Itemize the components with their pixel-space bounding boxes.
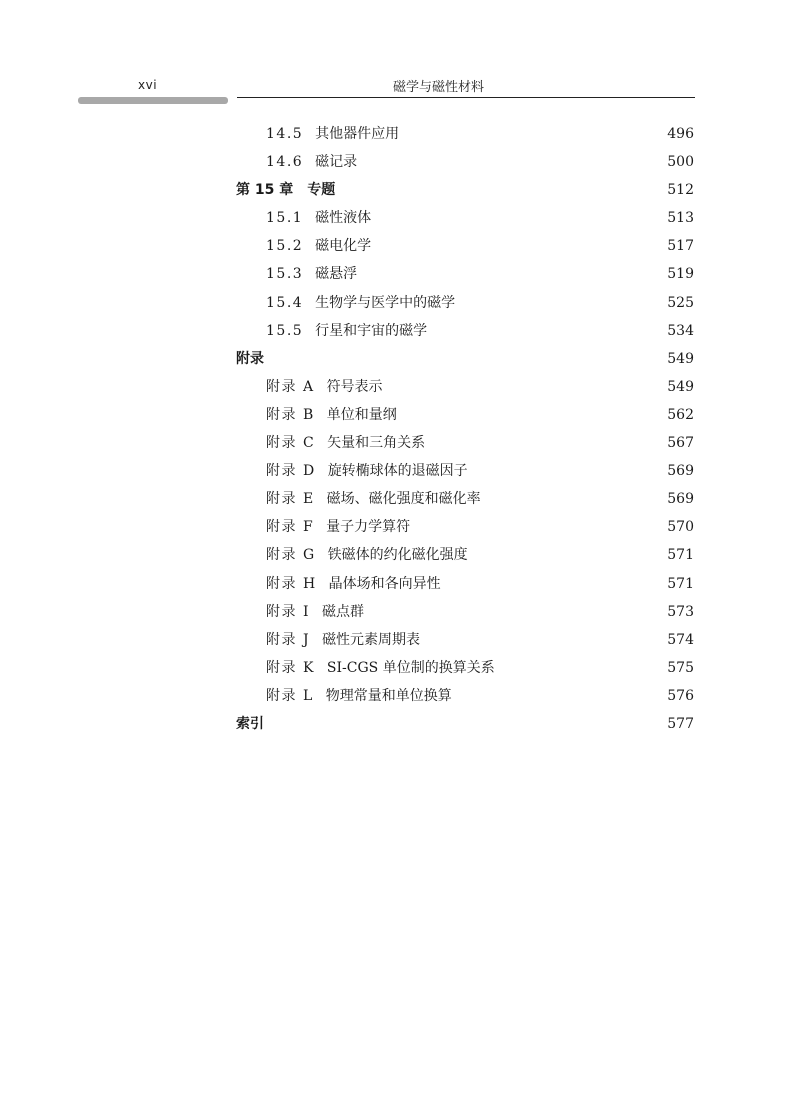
toc-section-entry[interactable]: [236, 598, 694, 626]
toc-entry-page: 569: [667, 491, 694, 508]
toc-entry-number: 附录 K: [266, 659, 315, 676]
toc-entry-title: 晶体场和各向异性: [328, 575, 441, 592]
toc-section-entry[interactable]: [236, 457, 694, 485]
toc-entry-title-group: [266, 401, 397, 429]
toc-entry-title: 量子力学算符: [326, 519, 411, 536]
toc-entry-page: 512: [667, 182, 694, 199]
toc-entry-number: 附录 I: [266, 603, 310, 620]
toc-entry-title: 磁悬浮: [315, 266, 358, 283]
toc-entry-title-group: [266, 120, 399, 148]
toc-entry-title: 磁场、磁化强度和磁化率: [326, 491, 481, 508]
toc-entry-number: 14.6: [266, 154, 304, 171]
header-rule: [237, 97, 695, 98]
toc-entry-page: 575: [667, 659, 694, 676]
toc-section-entry[interactable]: [236, 260, 694, 288]
toc-entry-number: 附录 A: [266, 378, 315, 395]
toc-section-entry[interactable]: [236, 654, 694, 682]
toc-entry-title: 其他器件应用: [315, 126, 400, 142]
toc-section-entry[interactable]: [236, 120, 694, 148]
toc-entry-number: 附录 L: [266, 687, 314, 704]
toc-entry-title-group: [266, 317, 427, 345]
toc-entry-title: SI-CGS 单位制的换算关系: [326, 659, 495, 676]
toc-entry-title-group: [266, 148, 357, 176]
toc-entry-title: 附录: [236, 350, 264, 367]
toc-entry-title-group: [266, 626, 420, 654]
toc-entry-page: 562: [667, 406, 694, 423]
toc-entry-page: 567: [667, 435, 694, 452]
toc-entry-title-group: [236, 345, 264, 373]
toc-entry-page: 577: [667, 715, 694, 732]
toc-entry-title-group: [266, 373, 383, 401]
toc-entry-number: 附录 G: [266, 547, 316, 564]
toc-entry-title-group: [266, 513, 410, 541]
toc-entry-title: 物理常量和单位换算: [325, 687, 452, 704]
toc-entry-title: 矢量和三角关系: [327, 435, 426, 452]
toc-entry-page: 534: [667, 322, 694, 339]
toc-entry-page: 571: [667, 547, 694, 564]
toc-entry-title: 符号表示: [326, 378, 383, 395]
toc-entry-title: 行星和宇宙的磁学: [315, 322, 428, 339]
toc-entry-title: 旋转椭球体的退磁因子: [327, 463, 468, 480]
toc-entry-page: 576: [667, 687, 694, 704]
toc-chapter-entry[interactable]: [236, 710, 694, 738]
toc-chapter-entry[interactable]: [236, 345, 694, 373]
toc-entry-title-group: [266, 682, 452, 710]
running-title: 磁学与磁性材料: [393, 80, 485, 95]
toc-chapter-entry[interactable]: [236, 176, 694, 204]
toc-entry-title-group: [266, 260, 357, 288]
toc-section-entry[interactable]: [236, 317, 694, 345]
toc-entry-page: 519: [667, 266, 694, 283]
toc-entry-title: 磁点群: [321, 603, 364, 620]
toc-entry-title: 磁电化学: [315, 238, 372, 255]
toc-entry-title: 索引: [236, 715, 264, 732]
toc-entry-page: 574: [667, 631, 694, 648]
toc-entry-title: 磁性液体: [315, 210, 372, 227]
page-header: [0, 0, 790, 110]
toc-entry-title: 磁性元素周期表: [322, 631, 421, 648]
toc-entry-title-group: [266, 598, 364, 626]
toc-entry-title-group: [266, 654, 495, 682]
toc-entry-title-group: [236, 710, 264, 738]
toc-entry-number: 15.5: [266, 322, 304, 339]
toc-entry-page: 525: [667, 294, 694, 311]
toc-section-entry[interactable]: [236, 513, 694, 541]
toc-entry-number: 15.1: [266, 210, 304, 227]
toc-entry-number: 附录 J: [266, 631, 311, 648]
toc-entry-number: 15.4: [266, 294, 304, 311]
toc-section-entry[interactable]: [236, 626, 694, 654]
toc-entry-number: 附录 C: [266, 435, 316, 452]
header-decorative-bar: [78, 97, 228, 104]
toc-section-entry[interactable]: [236, 289, 694, 317]
toc-section-entry[interactable]: [236, 232, 694, 260]
toc-section-entry[interactable]: [236, 682, 694, 710]
toc-section-entry[interactable]: [236, 570, 694, 598]
toc-entry-number: 附录 E: [266, 491, 315, 508]
toc-entry-title-group: [266, 570, 441, 598]
page-number: xvi: [138, 78, 158, 92]
toc-entry-title: 磁记录: [315, 154, 358, 171]
toc-entry-page: 513: [667, 210, 694, 227]
toc-entry-title-group: [266, 204, 371, 232]
toc-entry-page: 500: [667, 154, 694, 171]
toc-entry-title: 铁磁体的约化磁化强度: [327, 547, 468, 564]
toc-entry-page: 569: [667, 463, 694, 480]
toc-entry-title: 第 15 章 专题: [236, 182, 336, 199]
toc-section-entry[interactable]: [236, 148, 694, 176]
toc-entry-title-group: [266, 457, 468, 485]
toc-section-entry[interactable]: [236, 204, 694, 232]
toc-entry-number: 附录 B: [266, 406, 315, 423]
toc-entry-title-group: [266, 232, 371, 260]
toc-entry-title: 单位和量纲: [326, 406, 397, 423]
table-of-contents: [236, 120, 694, 738]
toc-entry-page: 570: [667, 519, 694, 536]
toc-section-entry[interactable]: [236, 401, 694, 429]
toc-entry-number: 附录 F: [266, 519, 315, 536]
toc-entry-title: 生物学与医学中的磁学: [315, 294, 456, 311]
toc-entry-number: 15.2: [266, 238, 304, 255]
toc-entry-title-group: [266, 541, 468, 569]
toc-entry-page: 517: [667, 238, 694, 255]
toc-entry-title-group: [266, 485, 481, 513]
toc-entry-number: 15.3: [266, 266, 304, 283]
toc-entry-page: 549: [667, 350, 694, 367]
toc-entry-number: 14.5: [266, 126, 304, 142]
toc-entry-number: 附录 D: [266, 463, 316, 480]
toc-entry-number: 附录 H: [266, 575, 317, 592]
toc-entry-title-group: [236, 176, 335, 204]
toc-entry-page: 571: [667, 575, 694, 592]
toc-entry-page: 573: [667, 603, 694, 620]
toc-entry-title-group: [266, 289, 455, 317]
toc-entry-title-group: [266, 429, 425, 457]
toc-section-entry[interactable]: [236, 485, 694, 513]
toc-section-entry[interactable]: [236, 541, 694, 569]
toc-section-entry[interactable]: [236, 429, 694, 457]
toc-section-entry[interactable]: [236, 373, 694, 401]
toc-entry-page: 549: [667, 378, 694, 395]
toc-entry-page: 496: [667, 126, 694, 142]
